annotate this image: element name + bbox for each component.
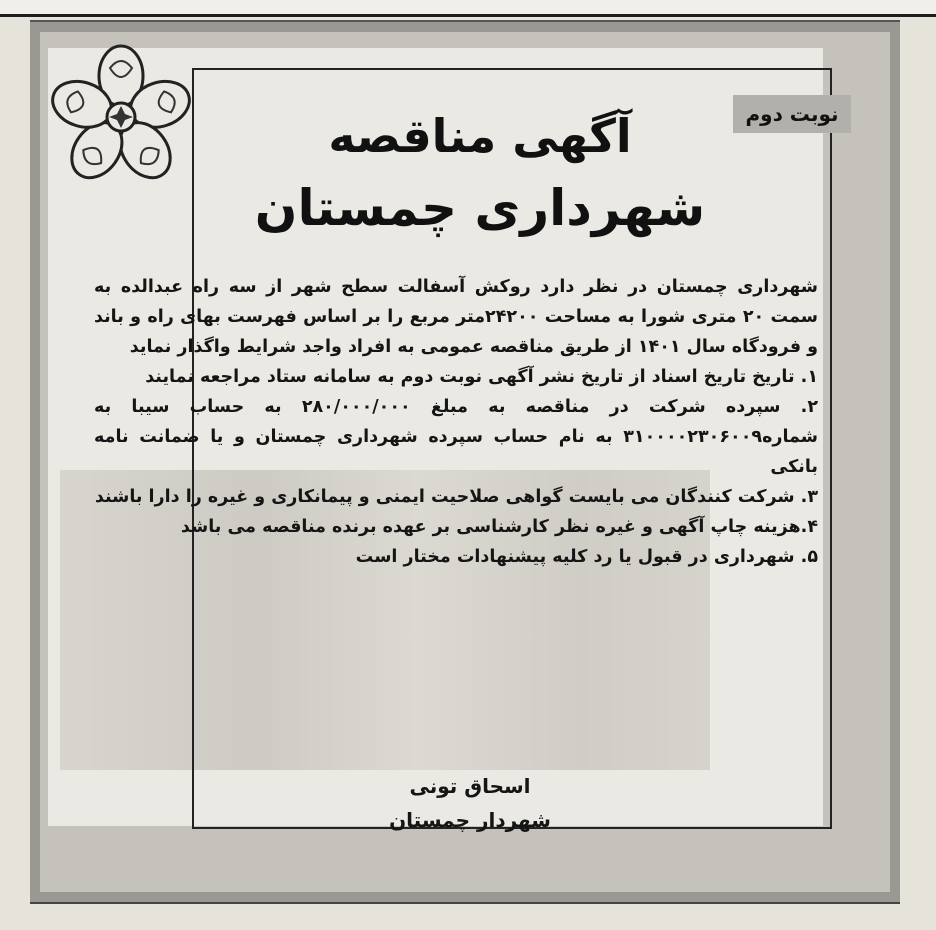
ad-title: آگهی مناقصه — [328, 109, 632, 163]
municipality-logo-icon — [46, 42, 196, 184]
ad-subtitle: شهرداری چمستان — [254, 179, 706, 237]
signatory-title: شهردار چمستان — [389, 808, 551, 832]
ad-body — [94, 272, 818, 572]
round-badge: نوبت دوم — [733, 95, 851, 133]
intro-paragraph: شهرداری چمستان در نظر دارد روکش آسفالت سطح شهر از سه راه عبدالده به سمت ۲۰ متری شورا به مساحت ۲۴۲۰۰متر مربع را بر اساس فهرست بهای راه و باند و فرودگاه سال ۱۴۰۱ از طریق مناقصه عمومی به افراد واجد شرایط واگذار نماید — [94, 277, 819, 357]
top-strip — [0, 0, 936, 17]
condition-item: ۳. شرکت کنندگان می بایست گواهی صلاحیت ایمنی و پیمانکاری و غیره را دارا باشند — [94, 487, 818, 507]
condition-item: ۱. تاریخ تاریخ اسناد از تاریخ نشر آگهی نوبت دوم به سامانه ستاد مراجعه نمایند — [145, 367, 818, 387]
condition-item: ۲. سپرده شرکت در مناقصه به مبلغ ۲۸۰/۰۰۰/۰۰۰ به حساب سیبا به شماره۳۱۰۰۰۰۲۳۰۶۰۰۹ به نام حساب سپرده شهرداری چمستان و یا ضمانت نامه بانکی — [94, 397, 818, 477]
condition-item: ۴.هزینه چاپ آگهی و غیره نظر کارشناسی بر عهده برنده مناقصه می باشد — [180, 517, 818, 537]
condition-item: ۵. شهرداری در قبول یا رد کلیه پیشنهادات مختار است — [355, 547, 818, 567]
signatory-name: اسحاق تونی — [409, 774, 531, 798]
